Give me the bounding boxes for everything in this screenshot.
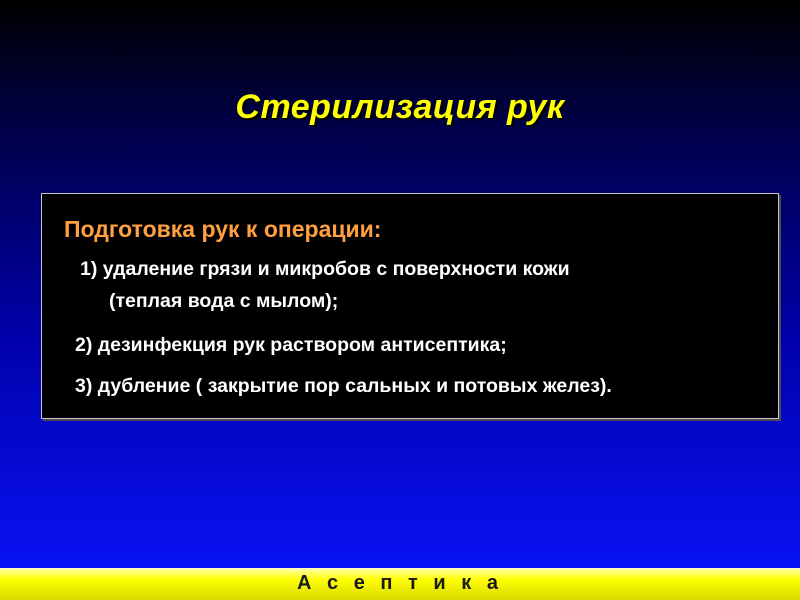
slide-title: Стерилизация рук	[235, 88, 565, 126]
content-box	[41, 193, 779, 419]
list-item-2: 2) дезинфекция рук раствором антисептика;	[75, 334, 507, 356]
list-item-1: 1) удаление грязи и микробов с поверхности кожи	[80, 258, 570, 280]
footer-label: А с е п т и к а	[297, 572, 503, 594]
box-heading: Подготовка рук к операции:	[64, 216, 382, 242]
footer-bar	[0, 568, 800, 600]
list-item-3: 3) дубление ( закрытие пор сальных и потовых желез).	[75, 375, 612, 397]
list-item-1-continuation: (теплая вода с мылом);	[109, 290, 339, 312]
